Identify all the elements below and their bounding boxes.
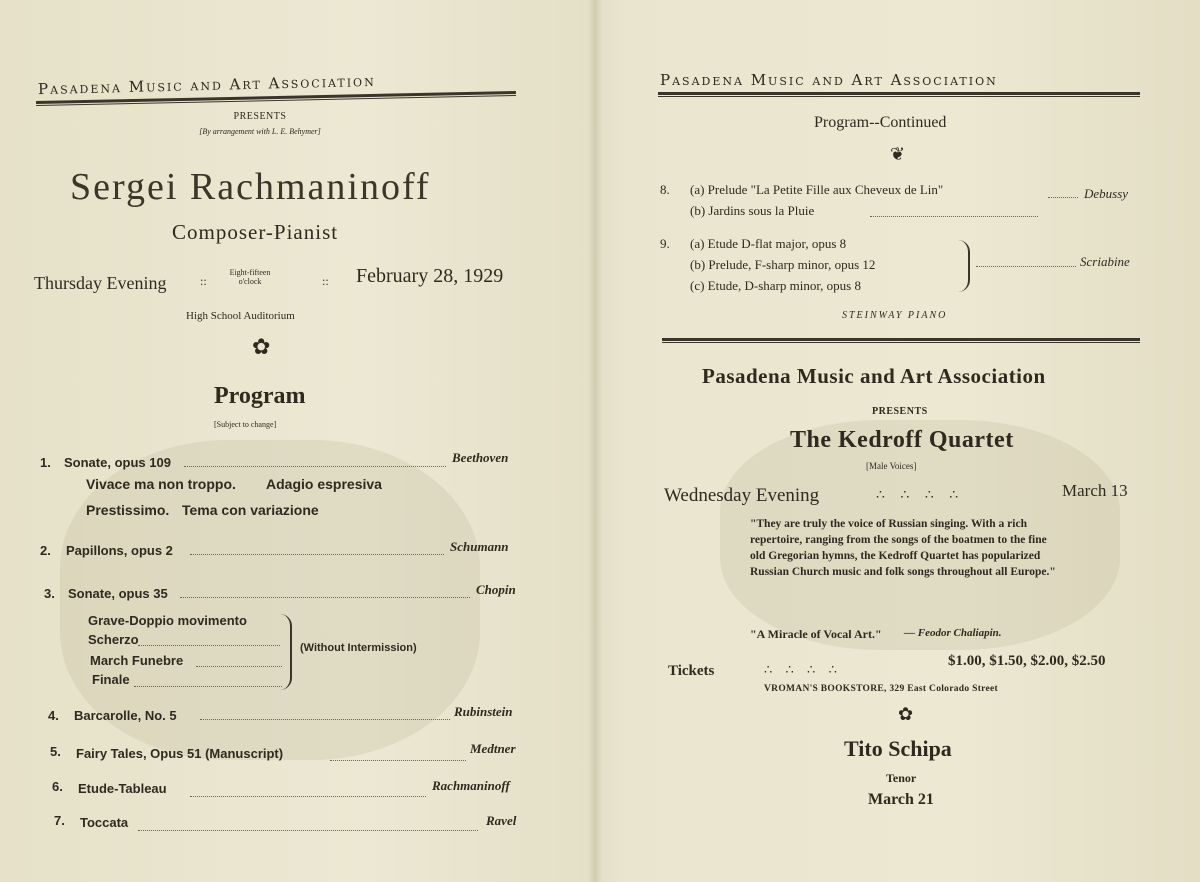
movement: Finale bbox=[92, 672, 130, 687]
ticket-prices: $1.00, $1.50, $2.00, $2.50 bbox=[948, 653, 1106, 669]
item-composer: Chopin bbox=[476, 582, 516, 597]
item-composer: Medtner bbox=[470, 741, 516, 756]
bookstore: VROMAN'S BOOKSTORE, 329 East Colorado Street bbox=[764, 684, 998, 694]
item-part: (c) Etude, D-sharp minor, opus 8 bbox=[690, 278, 861, 293]
floral-ornament-icon: ✿ bbox=[252, 334, 271, 359]
leader-dots bbox=[976, 266, 1076, 267]
program-title: Program bbox=[214, 383, 306, 409]
item-title: Papillons, opus 2 bbox=[66, 543, 173, 558]
concert-day: Thursday Evening bbox=[34, 273, 167, 293]
next-artist-role: Tenor bbox=[886, 771, 917, 785]
leader-dots bbox=[330, 760, 466, 761]
next-artist: Tito Schipa bbox=[844, 736, 952, 761]
venue: High School Auditorium bbox=[186, 310, 295, 322]
item-number: 7. bbox=[54, 813, 65, 828]
floral-ornament-icon: ✿ bbox=[898, 704, 914, 724]
leader-dots bbox=[184, 466, 446, 467]
leader-dots bbox=[180, 597, 470, 598]
item-number: 6. bbox=[52, 779, 63, 794]
artist-role: Composer-Pianist bbox=[172, 220, 339, 244]
leader-dots bbox=[1048, 197, 1078, 198]
leader-dots bbox=[190, 796, 426, 797]
item-composer: Debussy bbox=[1084, 186, 1129, 201]
quartet-day: Wednesday Evening bbox=[664, 485, 820, 506]
brace bbox=[958, 240, 970, 292]
movement: Prestissimo. bbox=[86, 502, 170, 518]
continued-title: Program--Continued bbox=[814, 114, 947, 131]
item-part: (b) Jardins sous la Pluie bbox=[690, 203, 815, 218]
next-date: March 21 bbox=[868, 791, 934, 808]
leader-dots bbox=[138, 830, 478, 831]
item-composer: Schumann bbox=[450, 539, 509, 554]
tickets-label: Tickets bbox=[668, 663, 715, 679]
left-page bbox=[0, 0, 590, 882]
floral-ornament-icon: ❦ bbox=[890, 144, 906, 164]
item-number: 3. bbox=[44, 586, 55, 601]
concert-date: February 28, 1929 bbox=[356, 265, 504, 287]
item-part: (b) Prelude, F-sharp minor, opus 12 bbox=[690, 257, 876, 272]
item-title: Sonate, opus 109 bbox=[64, 455, 171, 470]
dot-ornament: ∴ ∴ ∴ ∴ bbox=[764, 662, 842, 677]
program-note: [Subject to change] bbox=[214, 420, 277, 429]
item-part: (a) Prelude "La Petite Fille aux Cheveux de Lin" bbox=[690, 182, 944, 197]
quartet-name: The Kedroff Quartet bbox=[790, 427, 1014, 453]
item-title: Fairy Tales, Opus 51 (Manuscript) bbox=[76, 746, 284, 761]
brace bbox=[278, 614, 292, 690]
leader-dots bbox=[200, 719, 450, 720]
item-title: Etude-Tableau bbox=[78, 781, 167, 796]
miracle-quote: "A Miracle of Vocal Art." bbox=[750, 627, 882, 641]
time-line1: Eight-fifteen bbox=[229, 268, 271, 277]
item-composer: Ravel bbox=[486, 813, 517, 828]
section-rule bbox=[662, 338, 1140, 343]
leader-dots bbox=[190, 554, 444, 555]
item-number: 1. bbox=[40, 455, 51, 470]
quartet-date: March 13 bbox=[1062, 481, 1128, 500]
quote-attribution: — Feodor Chaliapin. bbox=[904, 627, 1002, 639]
movement: March Funebre bbox=[90, 653, 184, 668]
voices-note: [Male Voices] bbox=[866, 461, 917, 471]
item-part: (a) Etude D-flat major, opus 8 bbox=[690, 236, 847, 251]
movement: Adagio espresiva bbox=[266, 476, 382, 492]
item-title: Toccata bbox=[80, 815, 129, 830]
item-composer: Scriabine bbox=[1080, 254, 1130, 269]
leader-dots bbox=[138, 645, 280, 646]
movement: Scherzo bbox=[88, 632, 139, 647]
association-header: Pasadena Music and Art Association bbox=[37, 71, 376, 99]
quartet-quote: "They are truly the voice of Russian singing. With a rich repertoire, ranging from the songs of the boatmen to the fine old Gregorian hymns, the Kedroff Quartet has popularized Russian Church music and folk songs throughout all Europe." bbox=[750, 518, 1056, 578]
item-composer: Rubinstein bbox=[454, 704, 513, 719]
movement: Tema con variazione bbox=[182, 502, 319, 518]
item-composer: Rachmaninoff bbox=[432, 778, 510, 793]
item-number: 9. bbox=[660, 236, 670, 251]
time-line2: o'clock bbox=[238, 277, 262, 286]
separator: :: bbox=[322, 274, 329, 288]
leader-dots bbox=[870, 216, 1038, 217]
concert-time bbox=[228, 268, 272, 286]
item-number: 2. bbox=[40, 543, 51, 558]
leader-dots bbox=[196, 666, 282, 667]
leader-dots bbox=[134, 686, 282, 687]
item-title: Barcarolle, No. 5 bbox=[74, 708, 177, 723]
separator: :: bbox=[200, 274, 207, 288]
movement: Grave-Doppio movimento bbox=[88, 613, 247, 628]
piano-credit: STEINWAY PIANO bbox=[842, 310, 948, 321]
artist-name: Sergei Rachmaninoff bbox=[70, 166, 431, 208]
item-composer: Beethoven bbox=[452, 450, 509, 465]
dot-ornament: ∴ ∴ ∴ ∴ bbox=[876, 488, 965, 503]
arrangement-note: [By arrangement with L. E. Behymer] bbox=[199, 127, 321, 136]
item-number: 4. bbox=[48, 708, 59, 723]
item-number: 5. bbox=[50, 744, 61, 759]
item-title: Sonate, opus 35 bbox=[68, 586, 168, 601]
item-number: 8. bbox=[660, 182, 670, 197]
association-header: Pasadena Music and Art Association bbox=[660, 71, 998, 89]
association-title: Pasadena Music and Art Association bbox=[702, 364, 1046, 388]
header-rule bbox=[658, 92, 1140, 97]
presents-label: PRESENTS bbox=[233, 111, 287, 122]
without-intermission: (Without Intermission) bbox=[300, 642, 417, 654]
presents-label: PRESENTS bbox=[872, 406, 928, 417]
right-page bbox=[600, 0, 1200, 882]
movement: Vivace ma non troppo. bbox=[86, 476, 236, 492]
